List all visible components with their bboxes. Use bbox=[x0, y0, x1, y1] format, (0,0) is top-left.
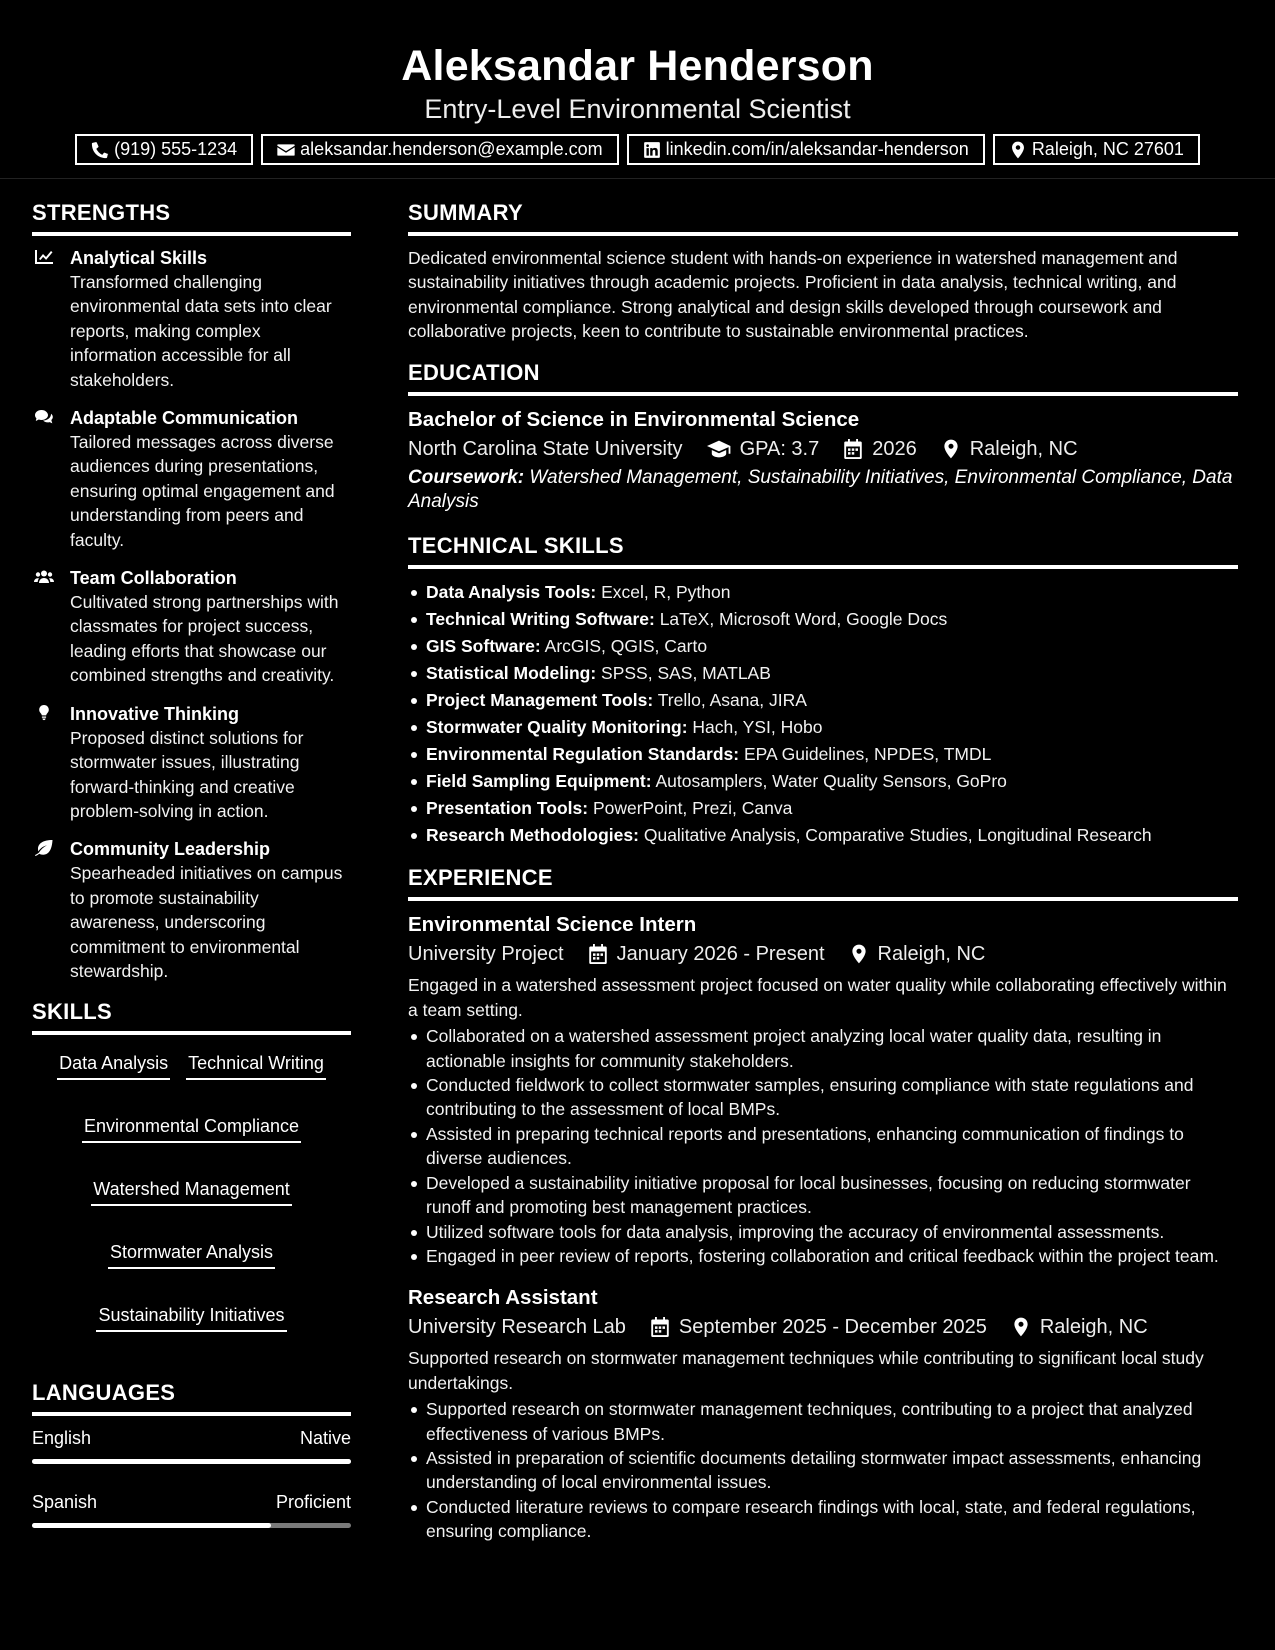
contact-linkedin[interactable] bbox=[627, 134, 985, 165]
language-level: Native bbox=[299, 1428, 351, 1449]
list-item: Conducted literature reviews to compare research findings with local, state, and federal regulations, ensuring compliance. bbox=[408, 1495, 1238, 1544]
list-item bbox=[408, 714, 1238, 741]
experience-entry bbox=[408, 911, 1238, 1268]
phone-text: (919) 555-1234 bbox=[114, 139, 238, 159]
gpa-text: GPA: 3.7 bbox=[739, 437, 820, 460]
skill-value: PowerPoint, Prezi, Canva bbox=[592, 798, 793, 819]
list-item bbox=[408, 768, 1238, 795]
job-org: University Project bbox=[408, 943, 564, 966]
envelope-icon bbox=[277, 141, 295, 159]
map-marker-icon bbox=[849, 944, 869, 964]
strength-item bbox=[32, 246, 351, 392]
calendar-icon bbox=[843, 439, 863, 459]
candidate-name: Aleksandar Henderson bbox=[401, 42, 874, 90]
contact-location bbox=[993, 134, 1200, 165]
skill-label: Project Management Tools: bbox=[426, 690, 654, 711]
strength-title: Adaptable Communication bbox=[70, 408, 299, 429]
language-proficiency-fill bbox=[32, 1523, 271, 1528]
strength-item bbox=[32, 702, 351, 824]
skill-value: LaTeX, Microsoft Word, Google Docs bbox=[659, 609, 948, 630]
skill-label: GIS Software: bbox=[426, 636, 541, 657]
skill-chip: Technical Writing bbox=[186, 1051, 326, 1080]
strength-desc: Transformed challenging environmental data sets into clear reports, making complex information accessible for all stakeholders. bbox=[70, 272, 332, 390]
skill-value: SPSS, SAS, MATLAB bbox=[601, 663, 771, 684]
coursework bbox=[408, 466, 1238, 515]
languages-title: LANGUAGES bbox=[32, 1380, 351, 1416]
skills-list bbox=[32, 1045, 351, 1340]
list-item: Supported research on stormwater management techniques, contributing to a project that analyzed effectiveness of various BMPs. bbox=[408, 1397, 1238, 1446]
users-icon bbox=[32, 566, 56, 688]
strength-title: Innovative Thinking bbox=[70, 703, 240, 724]
linkedin-text: linkedin.com/in/aleksandar-henderson bbox=[665, 139, 969, 159]
skill-label: Stormwater Quality Monitoring: bbox=[426, 717, 688, 738]
language-name: Spanish bbox=[32, 1492, 98, 1513]
strengths-title: STRENGTHS bbox=[32, 200, 351, 236]
job-bullets bbox=[408, 1397, 1238, 1543]
skill-value: ArcGIS, QGIS, Carto bbox=[544, 636, 708, 657]
job-meta bbox=[408, 1312, 1238, 1342]
list-item bbox=[408, 633, 1238, 660]
job-org: University Research Lab bbox=[408, 1316, 626, 1339]
job-summary: Supported research on stormwater management techniques while contributing to significant local study undertakings. bbox=[408, 1348, 1204, 1393]
language-proficiency-bar bbox=[32, 1523, 351, 1528]
list-item bbox=[408, 579, 1238, 606]
list-item bbox=[408, 660, 1238, 687]
job-location: Raleigh, NC bbox=[1039, 1316, 1148, 1339]
job-dates: January 2026 - Present bbox=[616, 943, 825, 966]
strength-title: Analytical Skills bbox=[70, 248, 208, 268]
graduation-year: 2026 bbox=[872, 437, 917, 460]
skill-value: Trello, Asana, JIRA bbox=[657, 690, 807, 711]
leaf-icon bbox=[32, 837, 56, 983]
skill-label: Statistical Modeling: bbox=[426, 663, 597, 684]
job-dates: September 2025 - December 2025 bbox=[678, 1316, 987, 1339]
skill-value: Excel, R, Python bbox=[601, 582, 731, 603]
list-item bbox=[408, 795, 1238, 822]
technical-skills-title: TECHNICAL SKILLS bbox=[408, 533, 1238, 569]
skill-value: Qualitative Analysis, Comparative Studies, Longitudinal Research bbox=[643, 825, 1152, 846]
skill-label: Environmental Regulation Standards: bbox=[426, 744, 740, 765]
summary-title: SUMMARY bbox=[408, 200, 1238, 236]
strength-desc: Cultivated strong partnerships with classmates for project success, leading efforts that showcase our combined strengths and creativity. bbox=[70, 592, 339, 686]
coursework-list: Watershed Management, Sustainability Initiatives, Environmental Compliance, Data Analysis bbox=[408, 466, 1233, 513]
skill-chip: Data Analysis bbox=[57, 1051, 170, 1080]
language-proficiency-bar bbox=[32, 1459, 351, 1464]
strength-title: Team Collaboration bbox=[70, 568, 237, 589]
job-summary: Engaged in a watershed assessment project focused on water quality while collaborating effectively within a team setting. bbox=[408, 975, 1227, 1020]
list-item bbox=[408, 606, 1238, 633]
list-item: Developed a sustainability initiative proposal for local businesses, focusing on reducing stormwater runoff and promoting best management practices. bbox=[408, 1171, 1238, 1220]
skill-label: Technical Writing Software: bbox=[426, 609, 655, 630]
language-level: Proficient bbox=[275, 1492, 351, 1513]
skill-value: EPA Guidelines, NPDES, TMDL bbox=[743, 744, 992, 765]
job-title: Research Assistant bbox=[408, 1286, 598, 1310]
chart-line-icon bbox=[32, 246, 56, 392]
email-text: aleksandar.henderson@example.com bbox=[300, 139, 603, 159]
skill-label: Field Sampling Equipment: bbox=[426, 771, 652, 792]
list-item bbox=[408, 741, 1238, 768]
job-location: Raleigh, NC bbox=[877, 943, 986, 966]
strength-desc: Proposed distinct solutions for stormwater issues, illustrating forward-thinking and creative problem-solving in action. bbox=[70, 727, 304, 821]
list-item: Utilized software tools for data analysis, improving the accuracy of environmental assessments. bbox=[408, 1220, 1238, 1244]
language-item bbox=[32, 1426, 351, 1464]
skill-chip: Watershed Management bbox=[91, 1177, 291, 1206]
map-marker-icon bbox=[941, 439, 961, 459]
language-item bbox=[32, 1490, 351, 1528]
comments-icon bbox=[32, 406, 56, 552]
graduation-cap-icon bbox=[707, 439, 731, 459]
contact-bar bbox=[0, 134, 1275, 165]
education-meta bbox=[408, 434, 1238, 464]
list-item bbox=[408, 687, 1238, 714]
calendar-icon bbox=[650, 1317, 670, 1337]
contact-email[interactable] bbox=[261, 134, 618, 165]
contact-phone[interactable] bbox=[75, 134, 253, 165]
experience-title: EXPERIENCE bbox=[408, 865, 1238, 901]
list-item bbox=[408, 822, 1238, 849]
right-column bbox=[408, 200, 1238, 1544]
list-item: Assisted in preparation of scientific documents detailing stormwater impact assessments, enhancing understanding of local environmental issues. bbox=[408, 1446, 1238, 1495]
skill-label: Research Methodologies: bbox=[426, 825, 639, 846]
skill-value: Hach, YSI, Hobo bbox=[692, 717, 823, 738]
school-name: North Carolina State University bbox=[408, 437, 683, 460]
list-item: Assisted in preparing technical reports and presentations, enhancing communication of findings to diverse audiences. bbox=[408, 1122, 1238, 1171]
skill-chip: Sustainability Initiatives bbox=[96, 1303, 286, 1332]
linkedin-icon bbox=[643, 141, 661, 159]
strength-desc: Tailored messages across diverse audiences during presentations, ensuring optimal engagement and understanding from peers and faculty. bbox=[70, 432, 335, 550]
candidate-role: Entry-Level Environmental Scientist bbox=[424, 94, 851, 124]
lightbulb-icon bbox=[32, 702, 56, 824]
map-marker-icon bbox=[1011, 1317, 1031, 1337]
job-bullets bbox=[408, 1024, 1238, 1268]
left-column bbox=[32, 200, 351, 1554]
summary-text: Dedicated environmental science student with hands-on experience in watershed management and sustainability initiatives through academic projects. Proficient in data analysis, technical writing, and environmental compliance. Strong analytical and design skills developed through coursework and collaborative projects, keen to contribute to sustainable environmental practices. bbox=[408, 248, 1178, 342]
coursework-label: Coursework: bbox=[408, 466, 525, 488]
strength-title: Community Leadership bbox=[70, 839, 271, 860]
strength-item bbox=[32, 837, 351, 983]
job-meta bbox=[408, 939, 1238, 969]
skill-chip: Stormwater Analysis bbox=[108, 1240, 275, 1269]
education-title: EDUCATION bbox=[408, 360, 1238, 396]
skill-label: Data Analysis Tools: bbox=[426, 582, 597, 603]
skill-chip: Environmental Compliance bbox=[82, 1114, 301, 1143]
strength-desc: Spearheaded initiatives on campus to promote sustainability awareness, underscoring commitment to environmental stewardship. bbox=[70, 863, 343, 981]
degree-title: Bachelor of Science in Environmental Science bbox=[408, 407, 860, 431]
language-name: English bbox=[32, 1428, 92, 1449]
strength-item bbox=[32, 566, 351, 688]
resume-header bbox=[0, 0, 1275, 179]
language-proficiency-fill bbox=[32, 1459, 351, 1464]
job-title: Environmental Science Intern bbox=[408, 913, 697, 937]
phone-icon bbox=[91, 141, 109, 159]
technical-skills-list bbox=[408, 579, 1238, 849]
map-marker-icon bbox=[1009, 141, 1027, 159]
skill-label: Presentation Tools: bbox=[426, 798, 589, 819]
experience-entry bbox=[408, 1284, 1238, 1543]
strength-item bbox=[32, 406, 351, 552]
skill-value: Autosamplers, Water Quality Sensors, GoPro bbox=[655, 771, 1007, 792]
calendar-icon bbox=[588, 944, 608, 964]
skills-title: SKILLS bbox=[32, 999, 351, 1035]
education-location: Raleigh, NC bbox=[969, 437, 1078, 460]
location-text: Raleigh, NC 27601 bbox=[1031, 139, 1184, 159]
list-item: Conducted fieldwork to collect stormwater samples, ensuring compliance with state regulations and contributing to the assessment of local BMPs. bbox=[408, 1073, 1238, 1122]
list-item: Engaged in peer review of reports, fostering collaboration and critical feedback within the project team. bbox=[408, 1244, 1238, 1268]
list-item: Collaborated on a watershed assessment project analyzing local water quality data, resulting in actionable insights for community stakeholders. bbox=[408, 1024, 1238, 1073]
